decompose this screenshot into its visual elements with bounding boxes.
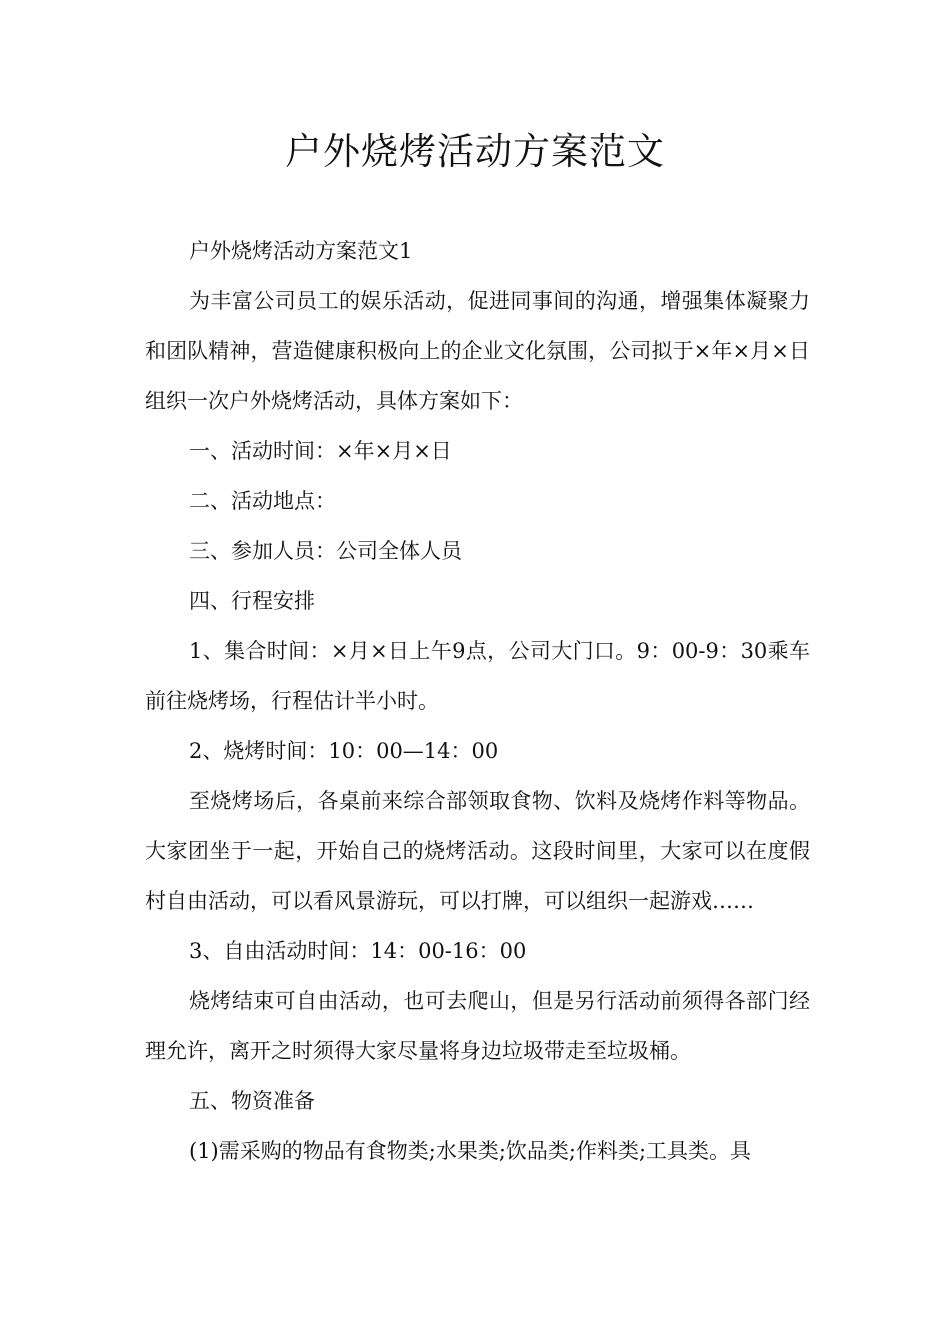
activity-location-item: 二、活动地点： bbox=[189, 489, 336, 513]
bbq-time-item: 2、烧烤时间：10：00—14：00 bbox=[189, 739, 499, 763]
bbq-description-paragraph: 至烧烤场后，各桌前来综合部领取食物、饮料及烧烤作料等物品。大家团坐于一起，开始自己的烧烤活动。这段时间里，大家可以在度假村自由活动，可以看风景游玩，可以打牌，可以组织一起游戏…… bbox=[145, 789, 810, 913]
itinerary-heading: 四、行程安排 bbox=[189, 589, 315, 613]
free-time-item: 3、自由活动时间：14：00-16：00 bbox=[189, 939, 527, 963]
section-heading: 户外烧烤活动方案范文1 bbox=[189, 239, 413, 263]
free-time-description-paragraph: 烧烤结束可自由活动，也可去爬山，但是另行活动前须得各部门经理允许，离开之时须得大家尽量将身边垃圾带走至垃圾桶。 bbox=[145, 989, 810, 1063]
document-body bbox=[145, 226, 810, 1176]
participants-item: 三、参加人员：公司全体人员 bbox=[189, 539, 462, 563]
supplies-heading: 五、物资准备 bbox=[189, 1089, 315, 1113]
document-title: 户外烧烤活动方案范文 bbox=[285, 130, 665, 173]
gathering-time-item: 1、集合时间：×月×日上午9点，公司大门口。9：00-9：30乘车前往烧烤场，行程估计半小时。 bbox=[145, 639, 810, 713]
supplies-item: (1)需采购的物品有食物类;水果类;饮品类;作料类;工具类。具 bbox=[189, 1139, 752, 1163]
intro-paragraph: 为丰富公司员工的娱乐活动，促进同事间的沟通，增强集体凝聚力和团队精神，营造健康积极向上的企业文化氛围，公司拟于×年×月×日组织一次户外烧烤活动，具体方案如下： bbox=[145, 289, 810, 413]
activity-time-item: 一、活动时间：×年×月×日 bbox=[189, 439, 452, 463]
